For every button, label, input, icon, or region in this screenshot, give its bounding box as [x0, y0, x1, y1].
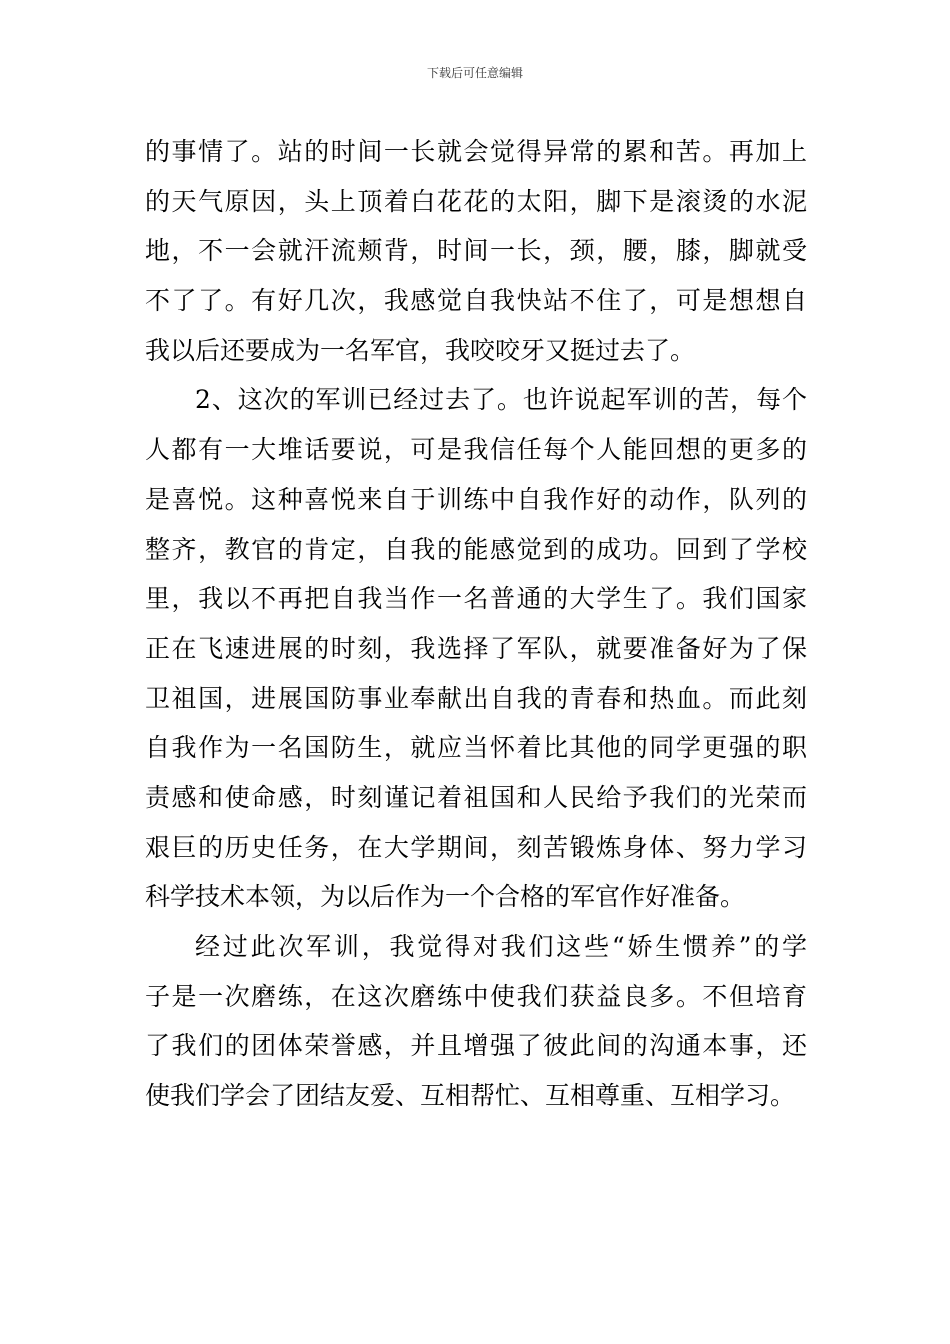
- text-line: 自我作为一名国防生，就应当怀着比其他的同学更强的职: [145, 733, 807, 763]
- text-line: 2、这次的军训已经过去了。也许说起军训的苦，每个: [195, 385, 807, 415]
- text-line: 不了了。有好几次，我感觉自我快站不住了，可是想想自: [145, 286, 807, 316]
- document-body: [145, 127, 807, 1121]
- page-header: 下载后可任意编辑: [426, 66, 523, 80]
- text-line: 卫祖国，进展国防事业奉献出自我的青春和热血。而此刻: [145, 683, 807, 713]
- text-line: 地，不一会就汗流颊背，时间一长，颈，腰，膝，脚就受: [145, 236, 807, 266]
- text-line: 责感和使命感，时刻谨记着祖国和人民给予我们的光荣而: [145, 782, 807, 812]
- text-line: 子是一次磨练，在这次磨练中使我们获益良多。不但培育: [145, 981, 807, 1011]
- text-line: 正在飞速进展的时刻，我选择了军队，就要准备好为了保: [145, 633, 807, 663]
- text-line: 艰巨的历史任务，在大学期间，刻苦锻炼身体、努力学习: [145, 832, 807, 862]
- text-line: 了我们的团体荣誉感，并且增强了彼此间的沟通本事，还: [145, 1031, 807, 1061]
- text-line: 的天气原因，头上顶着白花花的太阳，脚下是滚烫的水泥: [145, 186, 807, 216]
- text-line: 人都有一大堆话要说，可是我信任每个人能回想的更多的: [145, 435, 807, 465]
- text-line: 使我们学会了团结友爱、互相帮忙、互相尊重、互相学习。: [145, 1081, 796, 1111]
- text-line: 科学技术本领，为以后作为一个合格的军官作好准备。: [145, 882, 746, 912]
- text-line: 经过此次军训，我觉得对我们这些“娇生惯养”的学: [195, 932, 807, 961]
- text-line: 的事情了。站的时间一长就会觉得异常的累和苦。再加上: [145, 137, 807, 166]
- text-line: 整齐，教官的肯定，自我的能感觉到的成功。回到了学校: [145, 534, 807, 564]
- text-line: 是喜悦。这种喜悦来自于训练中自我作好的动作，队列的: [145, 484, 807, 514]
- text-line: 里，我以不再把自我当作一名普通的大学生了。我们国家: [145, 584, 807, 614]
- text-line: 我以后还要成为一名军官，我咬咬牙又挺过去了。: [145, 335, 696, 365]
